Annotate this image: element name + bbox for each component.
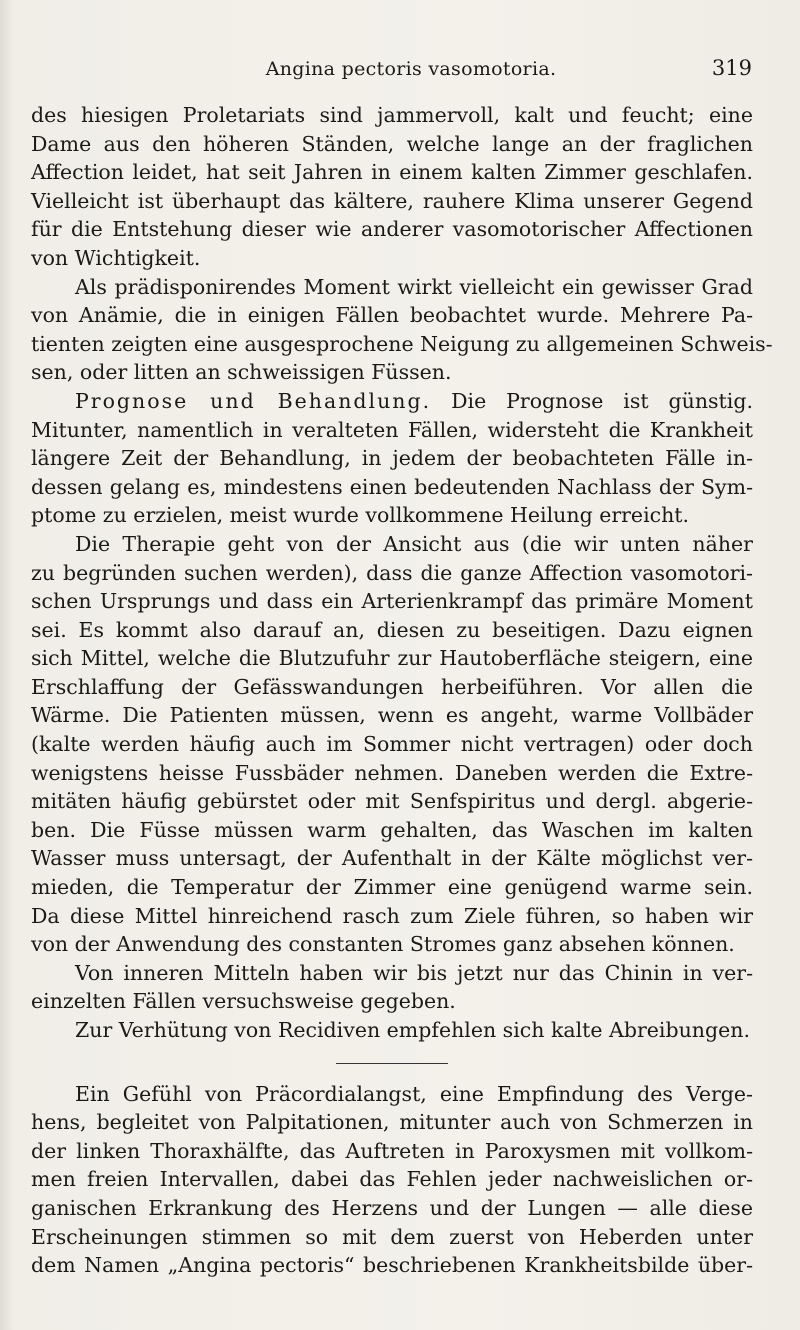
text-line: ganischen Erkrankung des Herzens und der Lungen — alle diese [31, 1195, 753, 1220]
paragraph-prognosis [31, 387, 753, 530]
section-divider [336, 1063, 448, 1064]
text-line: sei. Es kommt also darauf an, diesen zu beseitigen. Dazu eignen [31, 617, 753, 642]
text-line: Affection leidet, hat seit Jahren in einem kalten Zimmer geschlafen. [31, 160, 753, 185]
text-line: längere Zeit der Behandlung, in jedem der beobachteten Fälle in- [31, 446, 753, 471]
text-line: hens, begleitet von Palpitationen, mitunter auch von Schmerzen in [31, 1110, 753, 1135]
text-line: der linken Thoraxhälfte, das Auftreten in Paroxysmen mit vollkom- [31, 1138, 753, 1163]
text-line: Dame aus den höheren Ständen, welche lange an der fraglichen [31, 131, 753, 156]
text-line [31, 387, 753, 416]
section-heading: Prognose und Behandlung. [75, 388, 432, 413]
text-line: Erschlaffung der Gefässwandungen herbeiführen. Vor allen die [31, 674, 753, 699]
text-line: des hiesigen Proletariats sind jammervoll, kalt und feucht; eine [31, 103, 753, 127]
text-line: von Wichtigkeit. [31, 245, 201, 270]
text-line: Von inneren Mitteln haben wir bis jetzt nur das Chinin in ver- [75, 960, 753, 985]
text-line: Da diese Mittel hinreichend rasch zum Ziele führen, so haben wir [31, 903, 753, 928]
text-line: mitäten häufig gebürstet oder mit Senfspiritus und dergl. abgerie- [31, 789, 753, 814]
text-line: Ein Gefühl von Präcordialangst, eine Empfindung des Verge- [75, 1081, 753, 1106]
page-body [31, 101, 773, 1280]
paragraph-therapy [31, 530, 753, 959]
text-line: von der Anwendung des constanten Stromes ganz absehen können. [31, 932, 735, 957]
text-line: Die Therapie geht von der Ansicht aus (die wir unten näher [75, 531, 753, 556]
text-line: tienten zeigten eine ausgesprochene Neigung zu allgemeinen Schweis- [31, 331, 773, 356]
paragraph-climate [31, 101, 753, 273]
text-line: dem Namen „Angina pectoris“ beschriebenen Krankheitsbilde über- [31, 1253, 753, 1278]
page-header [30, 56, 752, 86]
text-line: von Anämie, die in einigen Fällen beobachtet wurde. Mehrere Pa- [31, 303, 753, 328]
text-line: ptome zu erzielen, meist wurde vollkommene Heilung erreicht. [31, 503, 690, 528]
paragraph-predisposition [31, 273, 773, 387]
text-line: Erscheinungen stimmen so mit dem zuerst von Heberden unter [31, 1224, 753, 1249]
text-line: Mitunter, namentlich in veralteten Fällen, widersteht die Krankheit [31, 417, 753, 442]
text-line: men freien Intervallen, dabei das Fehlen jeder nachweislichen or- [31, 1167, 753, 1192]
text-line: sich Mittel, welche die Blutzufuhr zur Hautoberfläche steigern, eine [31, 646, 753, 671]
text-line: Als prädisponirendes Moment wirkt vielleicht ein gewisser Grad [75, 274, 753, 299]
text-line: mieden, die Temperatur der Zimmer eine genügend warme sein. [31, 875, 753, 900]
text-line: Vielleicht ist überhaupt das kältere, rauhere Klima unserer Gegend [31, 188, 753, 213]
text-line: einzelten Fällen versuchsweise gegeben. [31, 989, 456, 1014]
paragraph-recurrence [31, 1016, 753, 1045]
text-line: ben. Die Füsse müssen warm gehalten, das Waschen im kalten [31, 817, 753, 842]
paragraph-internal-remedies [31, 959, 753, 1016]
text-line: zu begründen suchen werden), dass die ganze Affection vasomotori- [31, 560, 753, 585]
text-line: für die Entstehung dieser wie anderer vasomotorischer Affectionen [31, 217, 753, 242]
text-line: dessen gelang es, mindestens einen bedeutenden Nachlass der Sym- [31, 474, 753, 499]
page-number: 319 [711, 56, 752, 80]
text-line: Wasser muss untersagt, der Aufenthalt in der Kälte möglichst ver- [31, 846, 753, 871]
text-line: schen Ursprungs und dass ein Arterienkrampf das primäre Moment [31, 589, 753, 614]
heading-line-rest: Die Prognose ist günstig. [451, 388, 753, 413]
running-title: Angina pectoris vasomotoria. [265, 58, 557, 80]
text-line: (kalte werden häufig auch im Sommer nicht vertragen) oder doch [31, 732, 753, 757]
text-line: Zur Verhütung von Recidiven empfehlen sich kalte Abreibungen. [75, 1018, 750, 1042]
text-line: Wärme. Die Patienten müssen, wenn es angeht, warme Vollbäder [31, 703, 753, 728]
paragraph-angina [31, 1080, 753, 1280]
text-line: wenigstens heisse Fussbäder nehmen. Daneben werden die Extre- [31, 760, 753, 785]
text-line: sen, oder litten an schweissigen Füssen. [31, 360, 452, 385]
